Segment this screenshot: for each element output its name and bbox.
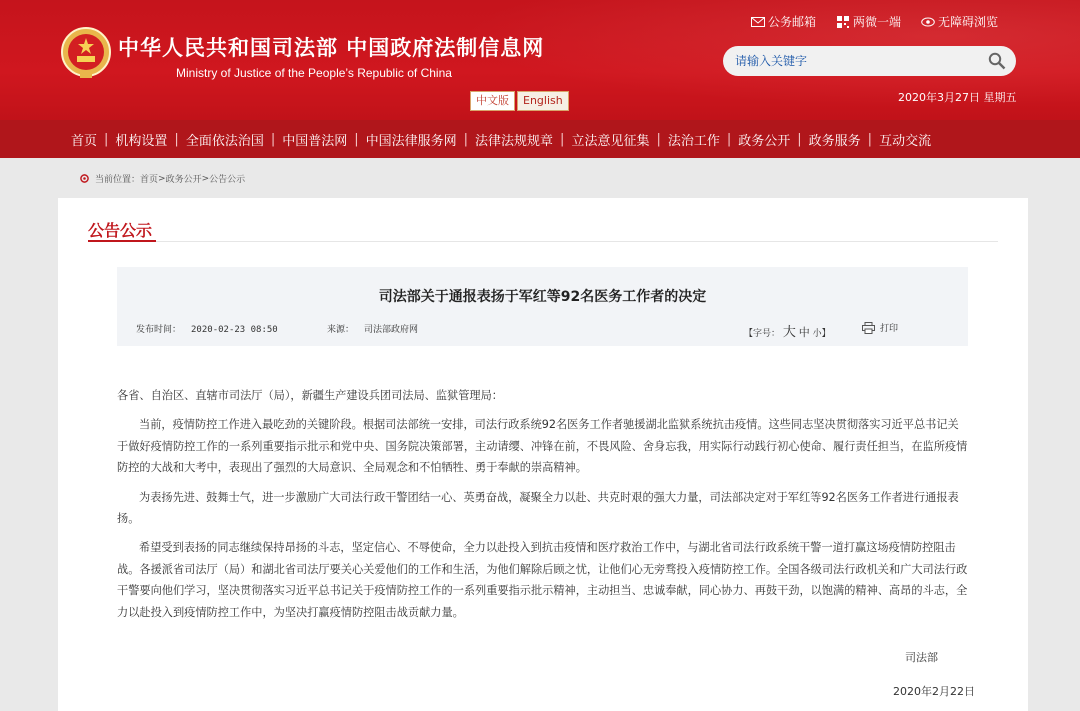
source-value: 司法部政府网	[364, 325, 419, 335]
article-paragraph: 当前，疫情防控工作进入最吃劲的关键阶段。根据司法部统一安排，司法行政系统92名医务工作者驰援湖北监狱系统抗击疫情。这些同志坚决贯彻落实习近平总书记关于做好疫情防控工作的一系列重要指示批示和党中央、国务院决策部署，主动请缨、冲锋在前，不畏风险、舍身忘我，用实际行动践行初心使命、履行责任担当，在监所疫情防控的大战和大考中，表现出了强烈的大局意识、全局观念和不怕牺牲、勇于奉献的崇高精神。	[117, 418, 968, 475]
font-size-controls	[744, 321, 831, 340]
accessibility-link-label: 无障碍浏览	[937, 15, 998, 29]
font-size-large-button[interactable]: 大	[782, 325, 796, 340]
nav-separator: |	[560, 131, 565, 147]
breadcrumb-announcements[interactable]: 公告公示	[209, 175, 246, 185]
publish-time-value: 2020-02-23 08:50	[191, 325, 278, 335]
section-divider	[88, 241, 998, 242]
qr-code-icon	[836, 16, 850, 28]
email-link[interactable]	[751, 13, 816, 30]
top-links	[731, 13, 998, 30]
nav-item-laws-regulations[interactable]: 法律法规规章	[475, 133, 554, 149]
eye-icon	[921, 16, 935, 28]
nav-separator: |	[867, 131, 873, 147]
publish-time-label: 发布时间：	[136, 325, 182, 335]
article-body	[117, 385, 969, 623]
section-title: 公告公示	[88, 221, 153, 240]
breadcrumb-government-affairs[interactable]: 政务公开	[165, 175, 202, 185]
article-signature: 司法部	[905, 651, 938, 664]
nav-item-interaction[interactable]: 互动交流	[879, 133, 932, 149]
nav-item-government-affairs[interactable]: 政务公开	[738, 133, 791, 149]
breadcrumb-separator: >	[158, 173, 166, 184]
lang-chinese-button[interactable]: 中文版	[470, 91, 515, 111]
site-header	[0, 0, 1080, 120]
accessibility-link[interactable]	[921, 13, 998, 30]
article-title: 司法部关于通报表扬于军红等92名医务工作者的决定	[378, 289, 707, 305]
language-switch	[470, 91, 569, 111]
content-card	[58, 198, 1028, 711]
nav-separator: |	[797, 131, 802, 147]
article-salutation: 各省、自治区、直辖市司法厅（局），新疆生产建设兵团司法局、监狱管理局：	[117, 389, 503, 402]
nav-item-home[interactable]: 首页	[71, 133, 98, 149]
search-box	[723, 46, 1016, 76]
nav-separator: |	[726, 131, 732, 147]
breadcrumb-label: 当前位置：	[95, 175, 141, 185]
nav-item-legal-education[interactable]: 中国普法网	[282, 133, 348, 149]
print-button[interactable]	[862, 321, 898, 334]
print-label: 打印	[880, 324, 899, 334]
font-size-small-button[interactable]: 小	[812, 329, 822, 339]
lang-english-button[interactable]: English	[517, 91, 569, 111]
mail-icon	[751, 16, 765, 28]
section-title-underline	[88, 240, 156, 242]
article-sign-date: 2020年2月22日	[893, 685, 975, 698]
nav-separator: |	[104, 131, 109, 147]
email-link-label: 公务邮箱	[767, 15, 816, 29]
source-label: 来源：	[327, 325, 355, 335]
national-emblem-icon[interactable]	[60, 26, 112, 80]
article-source	[327, 322, 418, 335]
printer-icon	[862, 322, 875, 334]
nav-item-legal-services[interactable]: 中国法律服务网	[365, 133, 457, 149]
main-nav	[0, 120, 1080, 158]
location-icon	[80, 174, 89, 183]
search-input[interactable]	[735, 52, 975, 70]
nav-item-legislation-feedback[interactable]: 立法意见征集	[571, 133, 650, 149]
publish-time	[136, 322, 278, 335]
nav-item-government-services[interactable]: 政务服务	[808, 133, 861, 149]
breadcrumb-home[interactable]: 首页	[140, 175, 159, 185]
nav-item-rule-of-law[interactable]: 全面依法治国	[185, 133, 264, 149]
article-paragraph: 为表扬先进、鼓舞士气，进一步激励广大司法行政干警团结一心、英勇奋战，凝聚全力以赴、共克时艰的强大力量，司法部决定对于军红等92名医务工作者进行通报表扬。	[117, 490, 959, 526]
font-size-medium-button[interactable]: 中	[798, 326, 810, 339]
search-icon[interactable]	[988, 52, 1006, 70]
nav-item-legal-work[interactable]: 法治工作	[667, 133, 720, 149]
font-size-label: 【字号：	[744, 329, 781, 339]
article-header	[117, 267, 968, 346]
breadcrumb-separator: >	[201, 173, 210, 184]
breadcrumb	[80, 172, 245, 185]
site-title-english: Ministry of Justice of the People’s Republic of China	[176, 66, 452, 80]
nav-item-organization[interactable]: 机构设置	[115, 133, 168, 149]
nav-separator: |	[270, 131, 276, 147]
nav-separator: |	[463, 131, 469, 147]
nav-separator: |	[354, 131, 359, 147]
nav-separator: |	[656, 131, 661, 147]
site-title[interactable]: 中华人民共和国司法部 中国政府法制信息网	[118, 36, 545, 60]
weibo-weixin-link-label: 两微一端	[852, 15, 901, 29]
article-paragraph: 希望受到表扬的同志继续保持昂扬的斗志，坚定信心、不辱使命，全力以赴投入到抗击疫情和医疗救治工作中，与湖北省司法行政系统干警一道打赢这场疫情防控阻击战。各援派省司法厅（局）和湖北省司法厅要关心关爱他们的工作和生活，为他们解除后顾之忧，让他们心无旁骛投入疫情防控工作。全国各级司法行政机关和广大司法行政干警要向他们学习，坚决贯彻落实习近平总书记关于疫情防控工作的一系列重要指示批示精神，主动担当、忠诚奉献，同心协力、再鼓干劲，以饱满的精神、高昂的斗志，全力以赴投入到疫情防控工作中，为坚决打赢疫情防控阻击战贡献力量。	[117, 541, 968, 619]
font-size-bracket-end: 】	[821, 329, 831, 339]
weibo-weixin-link[interactable]	[836, 13, 901, 30]
nav-separator: |	[174, 131, 179, 147]
current-date: 2020年3月27日 星期五	[898, 91, 1017, 104]
